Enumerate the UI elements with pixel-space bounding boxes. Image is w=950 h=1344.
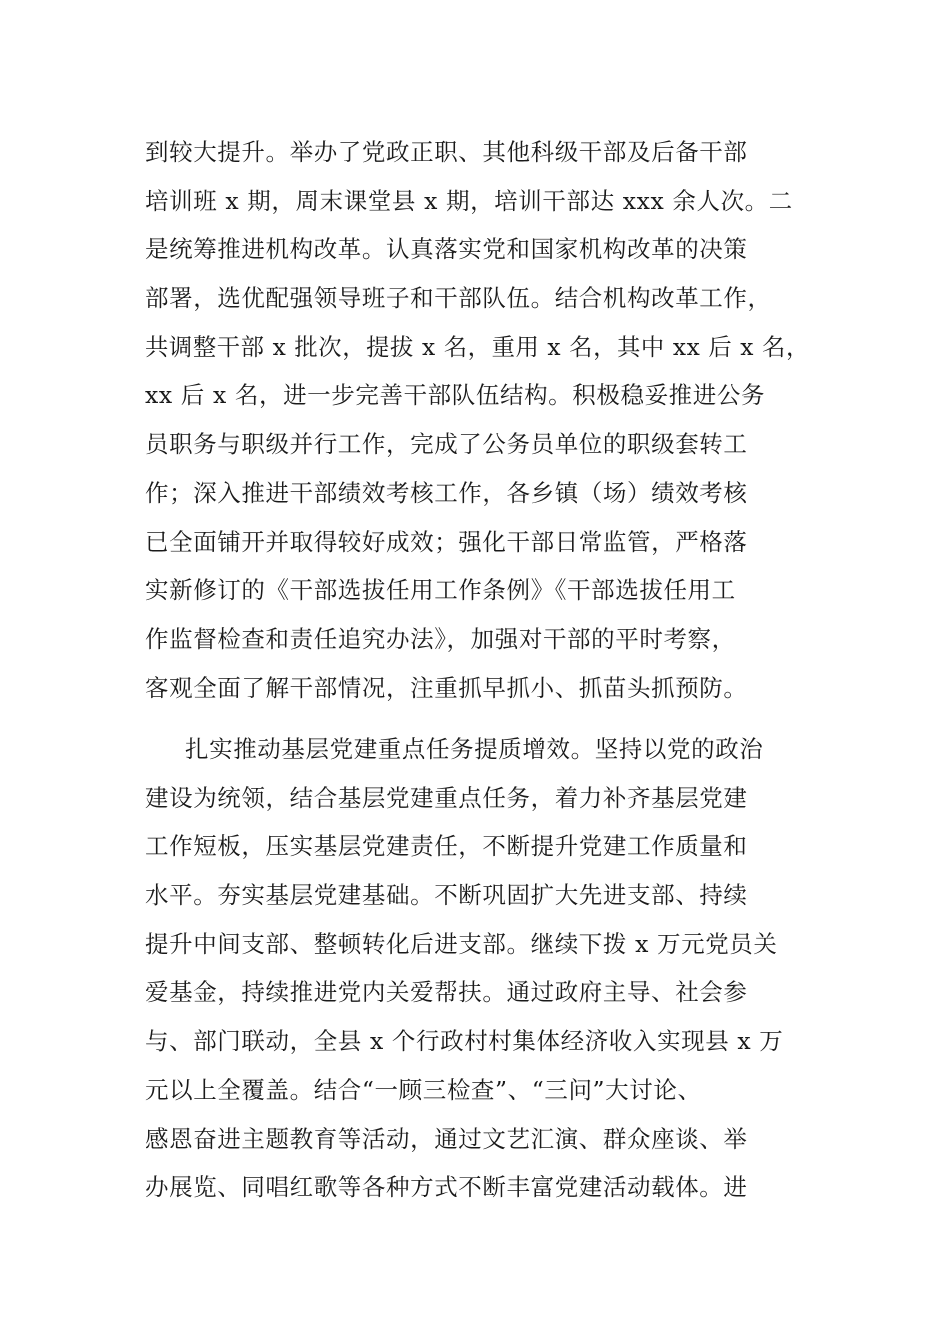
paragraph-1-line: 已全面铺开并取得较好成效；强化干部日常监管，严格落 bbox=[145, 527, 748, 556]
paragraph-1-line: 实新修订的《干部选拔任用工作条例》《干部选拔任用工 bbox=[145, 576, 736, 605]
paragraph-2-line: 提升中间支部、整顿转化后进支部。继续下拨 x 万元党员关 bbox=[145, 929, 778, 958]
paragraph-1-line: 培训班 x 期，周末课堂县 x 期，培训干部达 xxx 余人次。二 bbox=[145, 186, 793, 215]
paragraph-2-line: 与、部门联动，全县 x 个行政村村集体经济收入实现县 x 万 bbox=[145, 1027, 784, 1056]
paragraph-1-line: 是统筹推进机构改革。认真落实党和国家机构改革的决策 bbox=[145, 235, 748, 264]
paragraph-1-line: 客观全面了解干部情况，注重抓早抓小、抓苗头抓预防。 bbox=[145, 673, 748, 702]
paragraph-2-line: 工作短板，压实基层党建责任，不断提升党建工作质量和 bbox=[145, 832, 748, 861]
paragraph-2-line: 建设为统领，结合基层党建重点任务，着力补齐基层党建 bbox=[145, 783, 748, 812]
paragraph-2-line: 水平。夯实基层党建基础。不断巩固扩大先进支部、持续 bbox=[145, 881, 748, 910]
paragraph-2-first-line: 扎实推动基层党建重点任务提质增效。坚持以党的政治 bbox=[185, 735, 764, 763]
paragraph-1-line: 到较大提升。举办了党政正职、其他科级干部及后备干部 bbox=[145, 138, 748, 166]
paragraph-1-line: 作；深入推进干部绩效考核工作，各乡镇（场）绩效考核 bbox=[145, 478, 748, 507]
paragraph-1-line: 部署，选优配强领导班子和干部队伍。结合机构改革工作， bbox=[145, 284, 772, 313]
paragraph-2-line: 元以上全覆盖。结合“一顾三检查”、“三问”大讨论、 bbox=[145, 1075, 702, 1104]
paragraph-2-line: 办展览、同唱红歌等各种方式不断丰富党建活动载体。进 bbox=[145, 1173, 748, 1202]
paragraph-1-line: 共调整干部 x 批次，提拔 x 名，重用 x 名，其中 xx 后 x 名， bbox=[145, 332, 810, 361]
paragraph-1-line: 作监督检查和责任追究办法》，加强对干部的平时考察， bbox=[145, 624, 736, 653]
paragraph-1-line: 员职务与职级并行工作，完成了公务员单位的职级套转工 bbox=[145, 430, 748, 459]
paragraph-1-line: xx 后 x 名，进一步完善干部队伍结构。积极稳妥推进公务 bbox=[145, 381, 766, 410]
paragraph-2 bbox=[145, 725, 810, 1212]
paragraph-1 bbox=[145, 128, 810, 712]
paragraph-2-line: 爱基金，持续推进党内关爱帮扶。通过政府主导、社会参 bbox=[145, 978, 748, 1007]
paragraph-2-line: 感恩奋进主题教育等活动，通过文艺汇演、群众座谈、举 bbox=[145, 1124, 748, 1153]
